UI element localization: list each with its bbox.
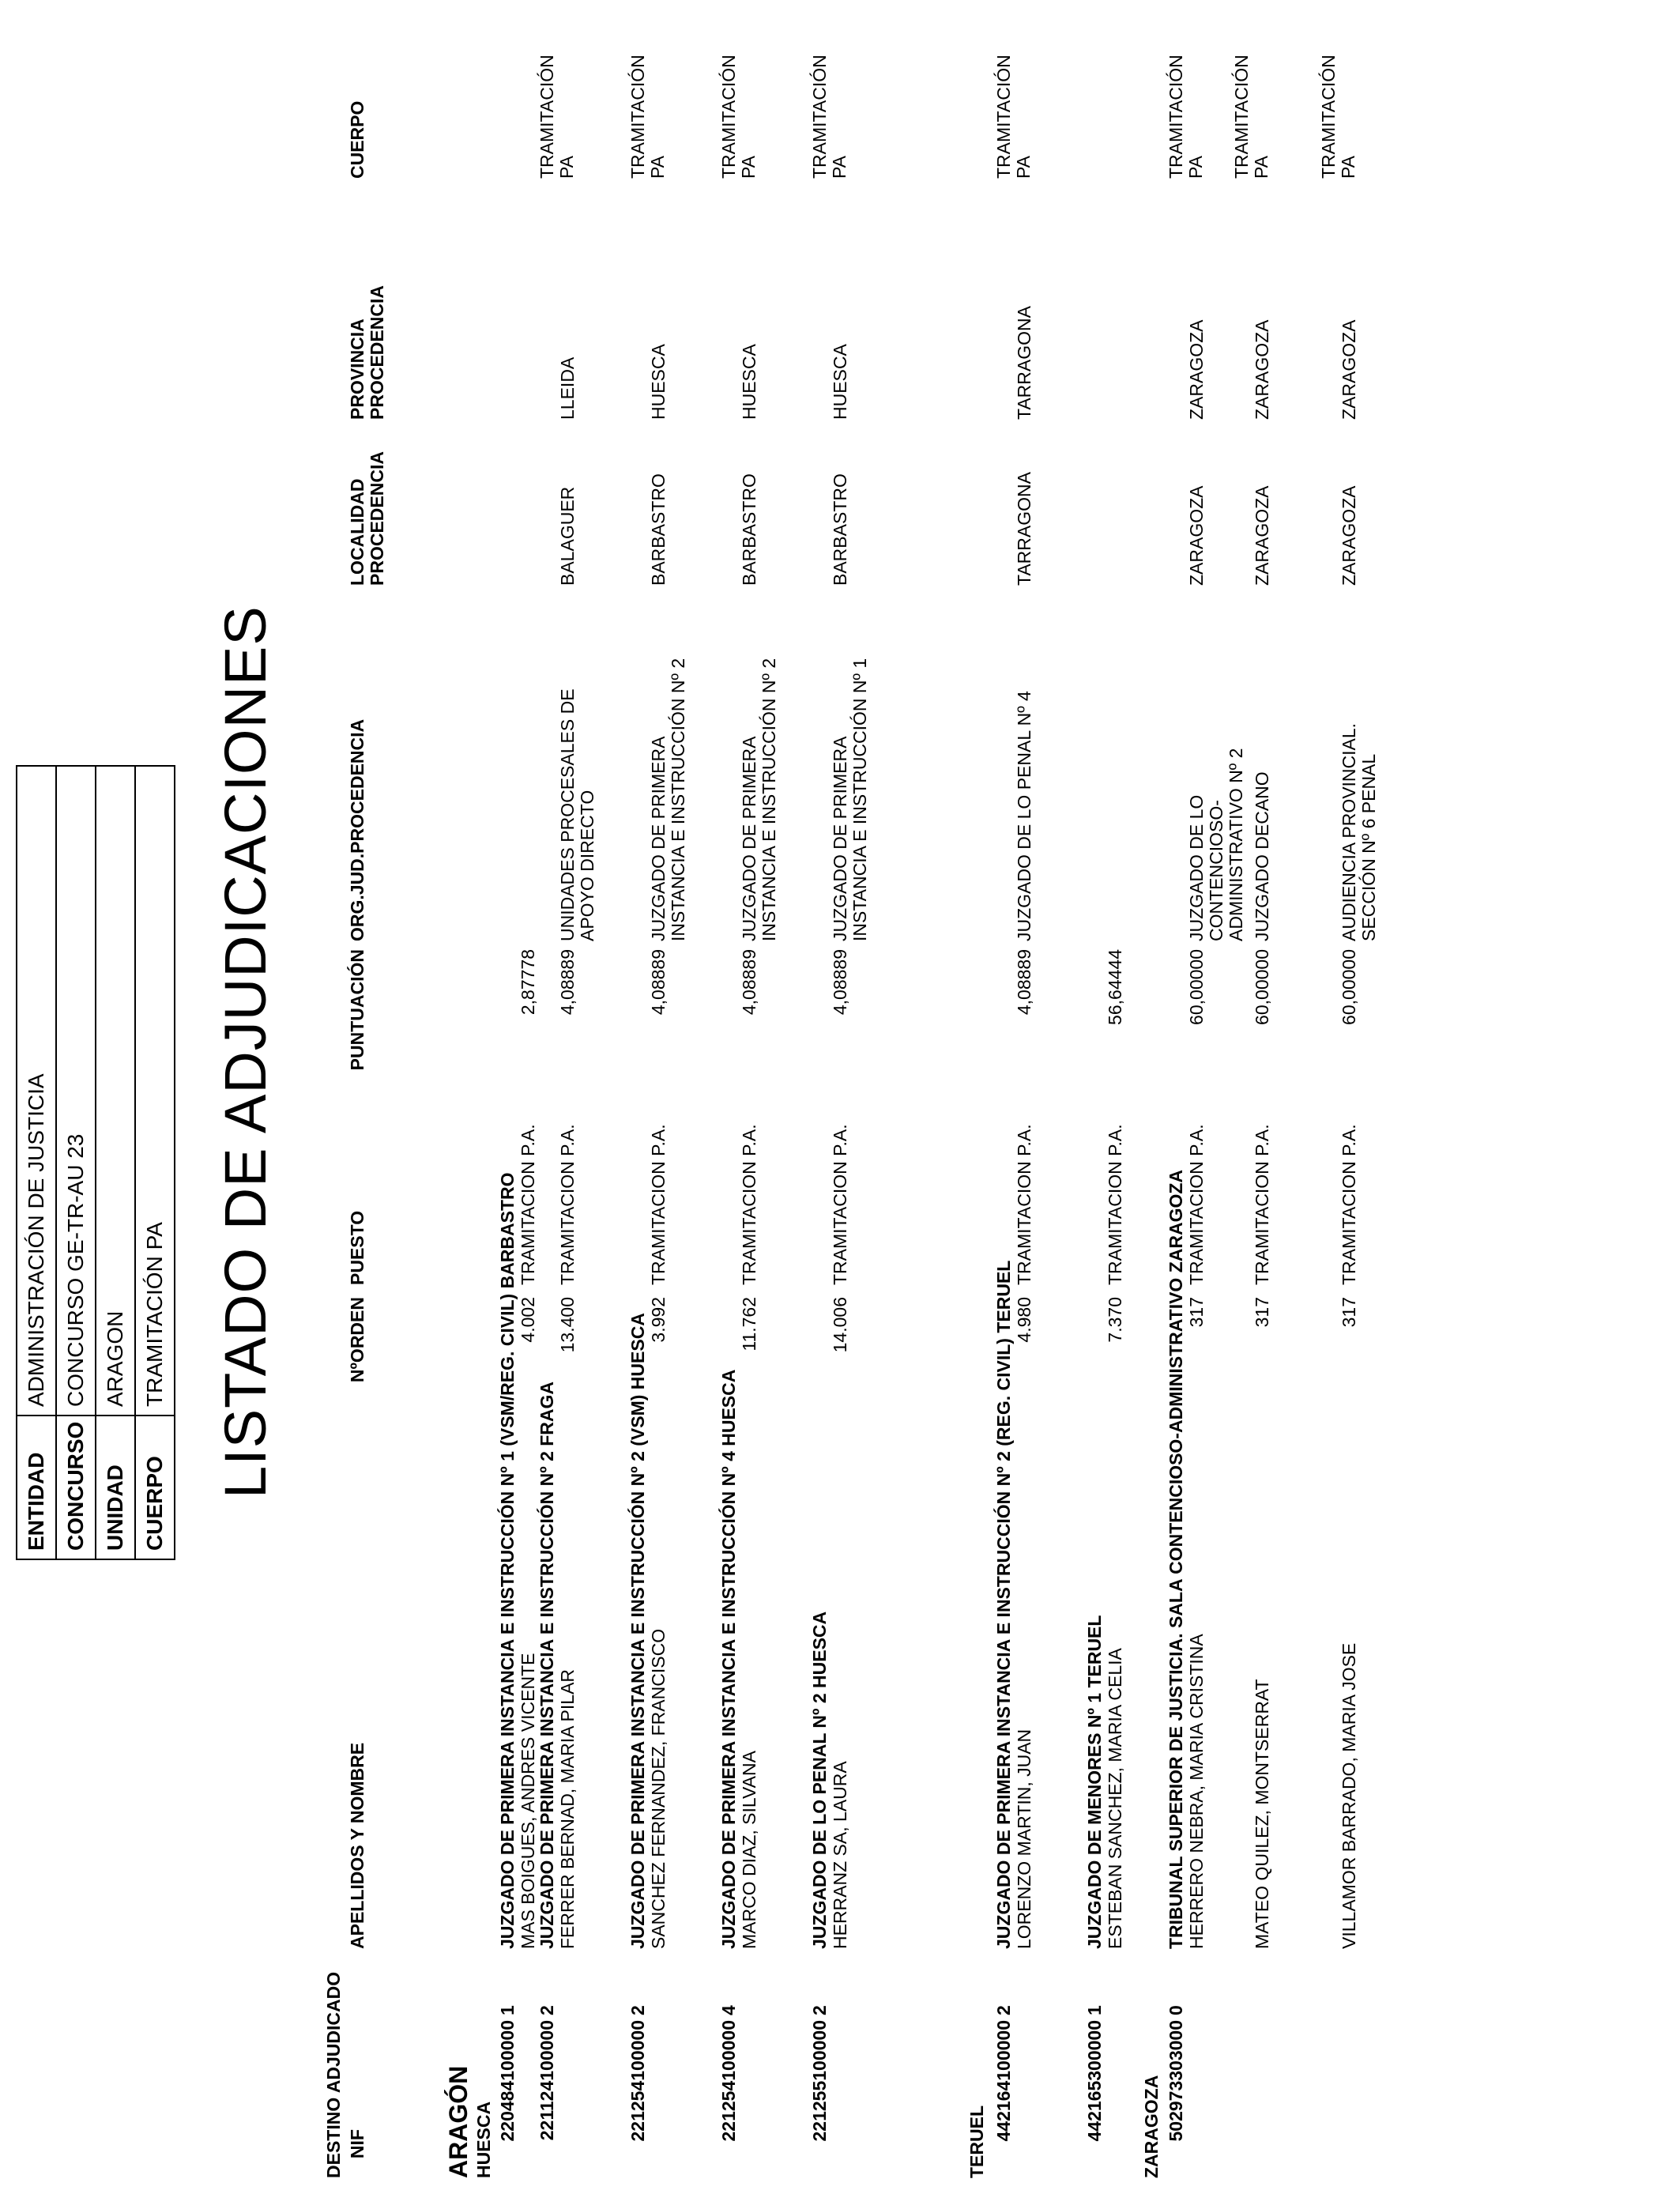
destino-order: 2 [993, 2005, 1014, 2015]
position: TRAMITACION P.A. [1105, 1124, 1125, 1285]
order-number: 317 [1252, 1297, 1272, 1328]
cuerpo-value: TRAMITACIÓN PA [1231, 55, 1271, 179]
cuerpo-value: TRAMITACIÓN PA [718, 55, 759, 179]
destino-order: 2 [537, 2005, 557, 2015]
origin-court: UNIDADES PROCESALES DE APOYO DIRECTO [557, 688, 597, 941]
origin-locality: BALAGUER [557, 486, 578, 586]
score: 4,08889 [830, 949, 850, 1016]
origin-court: JUZGADO DE PRIMERA INSTANCIA E INSTRUCCIÓN Nº 2 [648, 658, 688, 941]
info-box [16, 765, 175, 1560]
cuerpo-value: TRAMITACIÓN PA [1166, 55, 1206, 179]
score: 4,08889 [557, 949, 578, 1016]
person-name: VILLAMOR BARRADO, MARIA JOSE [1339, 1642, 1359, 1949]
destino-order: 1 [497, 2005, 518, 2015]
score: 56,64444 [1105, 949, 1125, 1025]
destino-name: JUZGADO DE LO PENAL Nº 2 HUESCA [809, 1611, 830, 1949]
order-number: 4.980 [1014, 1297, 1034, 1343]
destino-code: 442165300000 [1084, 2020, 1105, 2142]
info-key: UNIDAD [96, 1416, 135, 1559]
destino-code: 220484100000 [497, 2020, 518, 2142]
origin-province: LLEIDA [557, 356, 578, 420]
header-nif: NIF [347, 2129, 367, 2159]
position: TRAMITACION P.A. [739, 1124, 759, 1285]
cuerpo-value: TRAMITACIÓN PA [993, 55, 1034, 179]
order-number: 4.002 [518, 1297, 538, 1343]
position: TRAMITACION P.A. [518, 1124, 538, 1285]
info-row-entidad [17, 766, 56, 1559]
destino-order: 2 [627, 2005, 648, 2015]
destino-name: TRIBUNAL SUPERIOR DE JUSTICIA. SALA CONTENCIOSO-ADMINISTRATIVO ZARAGOZA [1166, 1169, 1186, 1949]
header-provincia: PROVINCIA PROCEDENCIA [347, 285, 387, 420]
destino-order: 4 [718, 2005, 739, 2015]
origin-court: JUZGADO DE LO PENAL Nº 4 [1014, 691, 1034, 941]
destino-code: 221254100000 [718, 2020, 739, 2142]
header-destino: DESTINO ADJUDICADO [323, 1971, 344, 2178]
origin-locality: TARRAGONA [1014, 472, 1034, 586]
destino-code: 221255100000 [809, 2020, 830, 2142]
info-value: ARAGON [96, 766, 135, 1416]
score: 60,00000 [1252, 949, 1272, 1025]
header-localidad: LOCALIDAD PROCEDENCIA [347, 451, 387, 586]
origin-province: ZARAGOZA [1252, 319, 1272, 420]
header-puntuacion: PUNTUACIÓN [347, 949, 367, 1071]
score: 4,08889 [739, 949, 759, 1016]
order-number: 14.006 [830, 1297, 850, 1353]
province-heading: TERUEL [966, 2105, 987, 2178]
origin-province: ZARAGOZA [1186, 319, 1207, 420]
info-value: TRAMITACIÓN PA [135, 766, 175, 1416]
header-apellidos: APELLIDOS Y NOMBRE [347, 1742, 367, 1949]
province-heading: HUESCA [473, 2101, 494, 2178]
position: TRAMITACION P.A. [1186, 1124, 1207, 1285]
person-name: HERRANZ SA, LAURA [830, 1761, 850, 1949]
score: 4,08889 [648, 949, 669, 1016]
person-name: MATEO QUILEZ, MONTSERRAT [1252, 1679, 1272, 1949]
destino-order: 1 [1084, 2005, 1105, 2015]
origin-province: TARRAGONA [1014, 306, 1034, 420]
destino-order: 2 [809, 2005, 830, 2015]
destino-code: 221254100000 [627, 2020, 648, 2142]
person-name: HERRERO NEBRA, MARIA CRISTINA [1186, 1634, 1207, 1949]
score: 60,00000 [1186, 949, 1207, 1025]
origin-court: JUZGADO DE PRIMERA INSTANCIA E INSTRUCCIÓN Nº 2 [739, 658, 779, 941]
info-row-cuerpo [135, 766, 175, 1559]
header-orgjud: ORG.JUD.PROCEDENCIA [347, 718, 367, 941]
person-name: SANCHEZ FERNANDEZ, FRANCISCO [648, 1628, 669, 1949]
cuerpo-value: TRAMITACIÓN PA [809, 55, 849, 179]
cuerpo-value: TRAMITACIÓN PA [1318, 55, 1358, 179]
cuerpo-value: TRAMITACIÓN PA [537, 55, 577, 179]
origin-locality: ZARAGOZA [1186, 485, 1207, 586]
order-number: 7.370 [1105, 1297, 1125, 1343]
origin-court: JUZGADO DE PRIMERA INSTANCIA E INSTRUCCIÓN Nº 1 [830, 658, 870, 941]
position: TRAMITACION P.A. [1014, 1124, 1034, 1285]
header-cuerpo: CUERPO [347, 100, 367, 179]
order-number: 3.992 [648, 1297, 669, 1343]
position: TRAMITACION P.A. [1339, 1124, 1359, 1285]
order-number: 317 [1186, 1297, 1207, 1328]
origin-locality: BARBASTRO [830, 473, 850, 586]
origin-court: AUDIENCIA PROVINCIAL. SECCIÓN Nº 6 PENAL [1339, 722, 1379, 941]
position: TRAMITACION P.A. [648, 1124, 669, 1285]
person-name: ESTEBAN SANCHEZ, MARIA CELIA [1105, 1648, 1125, 1949]
destino-name: JUZGADO DE PRIMERA INSTANCIA E INSTRUCCIÓN Nº 2 (REG. CIVIL) TERUEL [993, 1260, 1014, 1949]
info-row-unidad [96, 766, 135, 1559]
origin-court: JUZGADO DE LO CONTENCIOSO-ADMINISTRATIVO Nº 2 [1186, 748, 1246, 941]
order-number: 317 [1339, 1297, 1359, 1328]
header-puesto: PUESTO [347, 1210, 367, 1285]
score: 4,08889 [1014, 949, 1034, 1016]
origin-province: HUESCA [739, 344, 759, 420]
person-name: LORENZO MARTIN, JUAN [1014, 1728, 1034, 1949]
destino-code: 442164100000 [993, 2020, 1014, 2142]
destino-name: JUZGADO DE MENORES Nº 1 TERUEL [1084, 1615, 1105, 1949]
destino-order: 0 [1166, 2005, 1186, 2015]
origin-locality: BARBASTRO [648, 473, 669, 586]
info-key: ENTIDAD [17, 1416, 56, 1559]
person-name: MARCO DIAZ, SILVANA [739, 1751, 759, 1949]
region-heading: ARAGÓN [444, 2065, 473, 2178]
info-value: ADMINISTRACIÓN DE JUSTICIA [17, 766, 56, 1416]
origin-province: HUESCA [648, 344, 669, 420]
score: 2,87778 [518, 949, 538, 1016]
page-title: LISTADO DE ADJUDICACIONES [213, 605, 278, 1498]
position: TRAMITACION P.A. [830, 1124, 850, 1285]
origin-province: HUESCA [830, 344, 850, 420]
info-key: CONCURSO [56, 1416, 96, 1559]
origin-province: ZARAGOZA [1339, 319, 1359, 420]
position: TRAMITACION P.A. [1252, 1124, 1272, 1285]
destino-code: 221124100000 [537, 2020, 557, 2141]
origin-court: JUZGADO DECANO [1252, 771, 1272, 941]
origin-locality: BARBASTRO [739, 473, 759, 586]
origin-locality: ZARAGOZA [1252, 485, 1272, 586]
destino-name: JUZGADO DE PRIMERA INSTANCIA E INSTRUCCIÓN Nº 1 (VSM/REG. CIVIL) BARBASTRO [497, 1172, 518, 1949]
info-value: CONCURSO GE-TR-AU 23 [56, 766, 96, 1416]
cuerpo-value: TRAMITACIÓN PA [627, 55, 668, 179]
destino-name: JUZGADO DE PRIMERA INSTANCIA E INSTRUCCIÓN Nº 2 (VSM) HUESCA [627, 1313, 648, 1949]
province-heading: ZARAGOZA [1141, 2075, 1162, 2178]
order-number: 13.400 [557, 1297, 578, 1353]
info-row-concurso [56, 766, 96, 1559]
destino-code: 502973303000 [1166, 2020, 1186, 2142]
score: 60,00000 [1339, 949, 1359, 1025]
destino-name: JUZGADO DE PRIMERA INSTANCIA E INSTRUCCIÓN Nº 2 FRAGA [537, 1381, 557, 1949]
destino-name: JUZGADO DE PRIMERA INSTANCIA E INSTRUCCIÓN Nº 4 HUESCA [718, 1369, 739, 1949]
person-name: MAS BOIGUES, ANDRES VICENTE [518, 1653, 538, 1949]
origin-locality: ZARAGOZA [1339, 485, 1359, 586]
person-name: FERRER BERNAD, MARIA PILAR [557, 1668, 578, 1949]
header-norden: NºORDEN [347, 1297, 367, 1383]
position: TRAMITACION P.A. [557, 1124, 578, 1285]
info-key: CUERPO [135, 1416, 175, 1559]
order-number: 11.762 [739, 1297, 759, 1351]
